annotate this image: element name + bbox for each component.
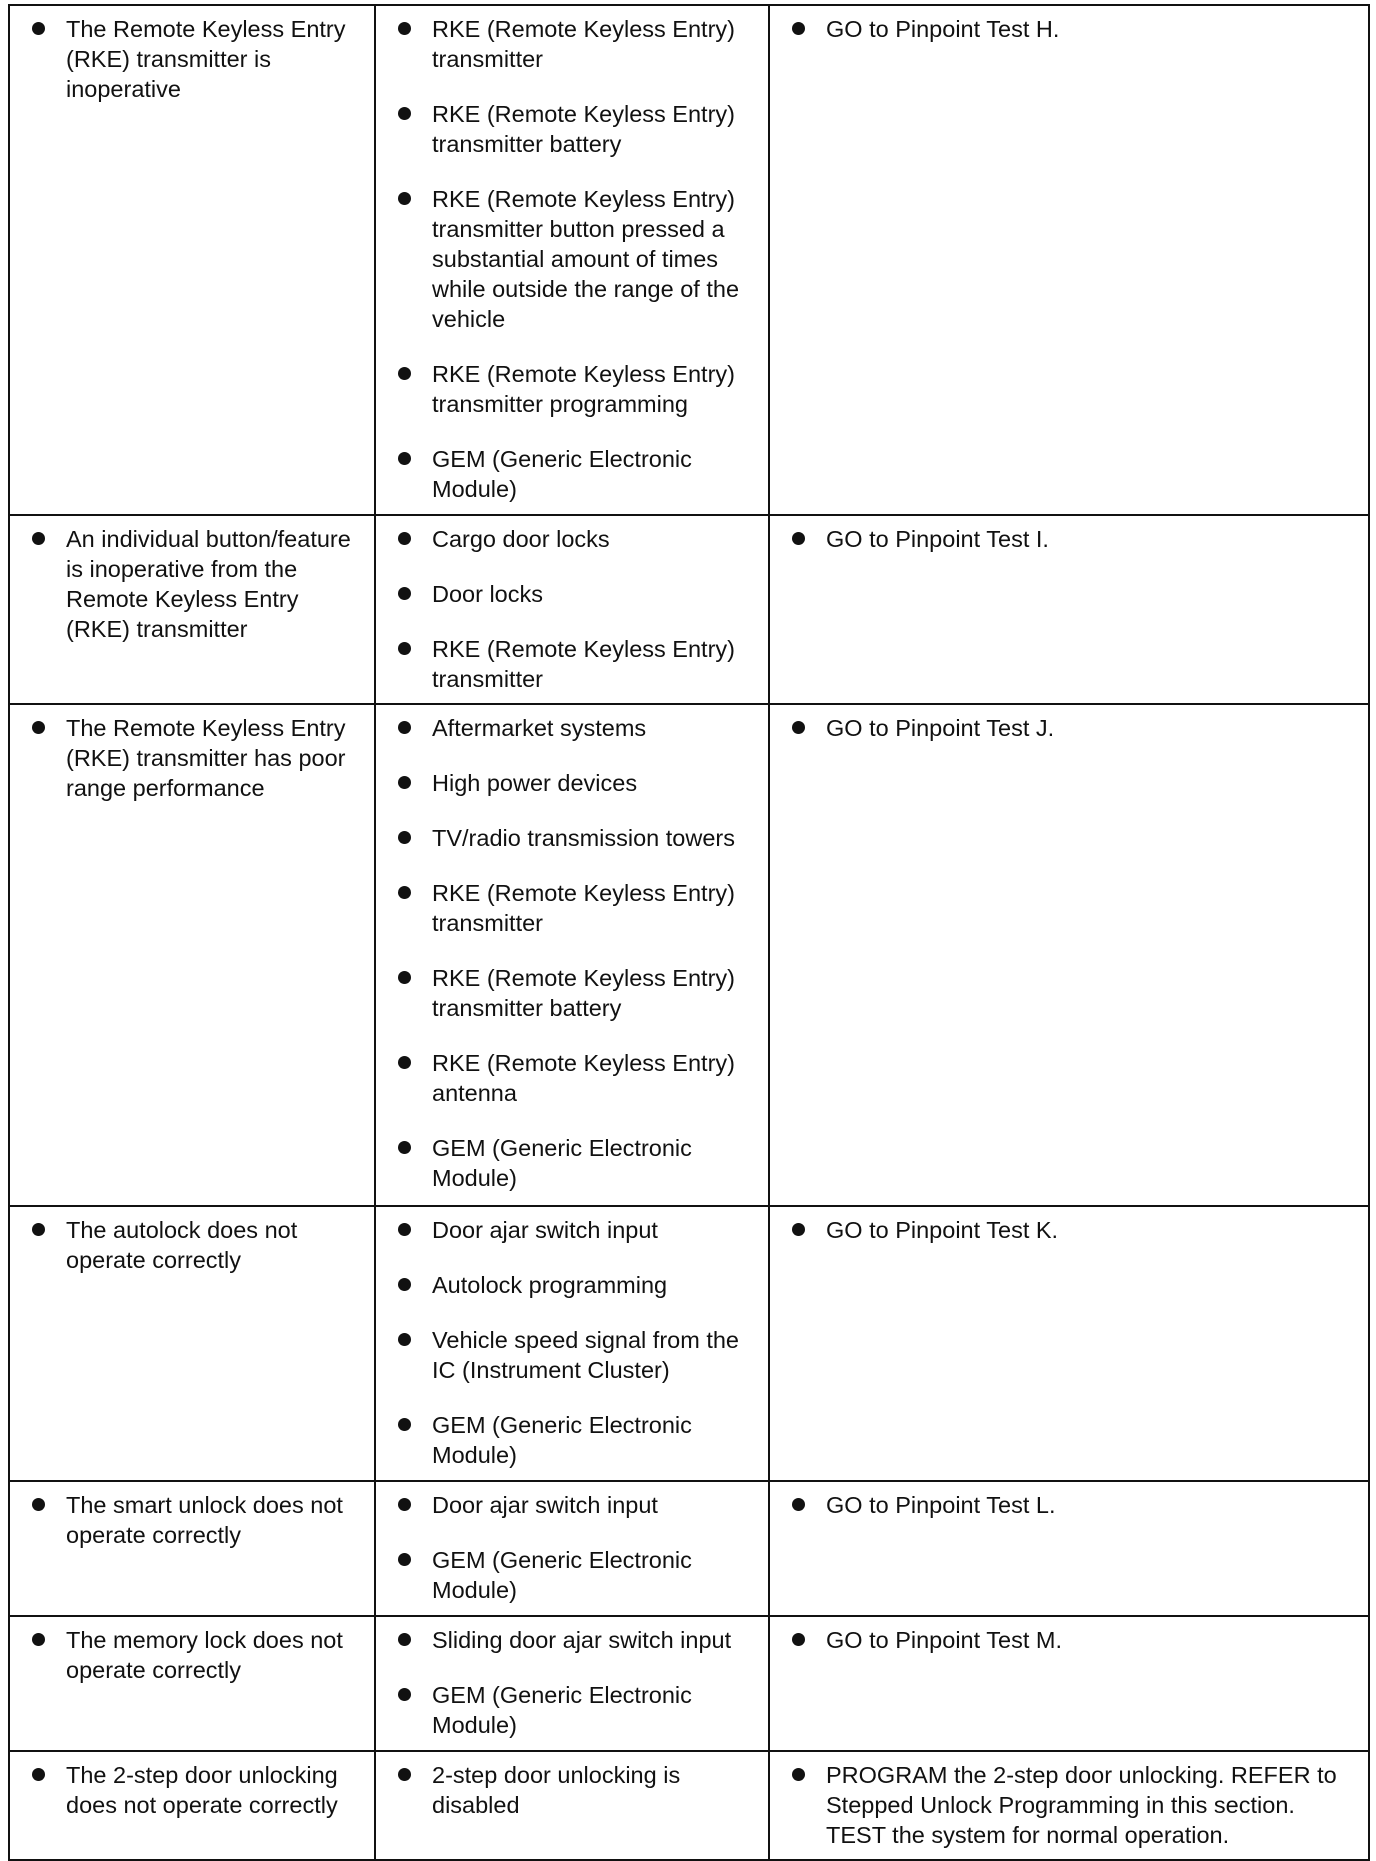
action-cell-list	[778, 1625, 1360, 1655]
bullet-icon	[398, 971, 411, 984]
bullet-icon	[398, 1141, 411, 1154]
action-cell-list	[778, 713, 1360, 743]
table-row	[9, 1616, 1369, 1751]
list-item-text: Autolock programming	[432, 1272, 668, 1298]
possible-source-cell	[375, 1206, 769, 1481]
condition-cell-list	[18, 713, 366, 803]
list-item-text: The 2-step door unlocking does not operate correctly	[66, 1762, 338, 1818]
list-item-text: Door ajar switch input	[432, 1492, 658, 1518]
list-item-text: GEM (Generic Electronic Module)	[432, 1682, 692, 1738]
possible-source-cell-list	[384, 1760, 760, 1820]
list-item	[18, 14, 366, 104]
list-item-text: RKE (Remote Keyless Entry) transmitter programming	[432, 361, 735, 417]
list-item-text: GO to Pinpoint Test H.	[826, 16, 1060, 42]
list-item	[18, 713, 366, 803]
action-cell-list	[778, 1490, 1360, 1520]
list-item	[384, 1133, 760, 1193]
list-item-text: GO to Pinpoint Test J.	[826, 715, 1055, 741]
action-cell	[769, 704, 1369, 1206]
possible-source-cell-list	[384, 1215, 760, 1470]
list-item-text: The Remote Keyless Entry (RKE) transmitter has poor range performance	[66, 715, 346, 801]
list-item-text: Aftermarket systems	[432, 715, 647, 741]
possible-source-cell	[375, 5, 769, 515]
list-item-text: GEM (Generic Electronic Module)	[432, 1412, 692, 1468]
bullet-icon	[32, 532, 45, 545]
bullet-icon	[398, 452, 411, 465]
bullet-icon	[792, 22, 805, 35]
bullet-icon	[398, 1633, 411, 1646]
table-row	[9, 1206, 1369, 1481]
list-item	[384, 1625, 760, 1655]
list-item-text: GO to Pinpoint Test K.	[826, 1217, 1059, 1243]
bullet-icon	[32, 721, 45, 734]
bullet-icon	[398, 886, 411, 899]
table-row	[9, 1751, 1369, 1860]
list-item-text: High power devices	[432, 770, 638, 796]
list-item-text: RKE (Remote Keyless Entry) transmitter	[432, 16, 735, 72]
list-item-text: Sliding door ajar switch input	[432, 1627, 732, 1653]
list-item	[778, 1625, 1360, 1655]
list-item-text: The autolock does not operate correctly	[66, 1217, 298, 1273]
list-item-text: GEM (Generic Electronic Module)	[432, 1547, 692, 1603]
list-item	[384, 713, 760, 743]
bullet-icon	[398, 532, 411, 545]
action-cell	[769, 1206, 1369, 1481]
condition-cell-list	[18, 1625, 366, 1685]
bullet-icon	[398, 642, 411, 655]
list-item-text: RKE (Remote Keyless Entry) transmitter	[432, 880, 735, 936]
condition-cell-list	[18, 1215, 366, 1275]
bullet-icon	[398, 721, 411, 734]
condition-cell	[9, 515, 375, 704]
list-item	[384, 1680, 760, 1740]
condition-cell-list	[18, 1760, 366, 1820]
bullet-icon	[792, 721, 805, 734]
list-item	[778, 1215, 1360, 1245]
list-item-text: GEM (Generic Electronic Module)	[432, 1135, 692, 1191]
bullet-icon	[398, 1768, 411, 1781]
list-item-text: 2-step door unlocking is disabled	[432, 1762, 681, 1818]
list-item	[384, 823, 760, 853]
action-cell	[769, 1616, 1369, 1751]
list-item-text: GO to Pinpoint Test M.	[826, 1627, 1062, 1653]
bullet-icon	[398, 1333, 411, 1346]
bullet-icon	[398, 192, 411, 205]
condition-cell	[9, 1751, 375, 1860]
action-cell-list	[778, 524, 1360, 554]
list-item-text: The smart unlock does not operate correctly	[66, 1492, 343, 1548]
list-item-text: Cargo door locks	[432, 526, 610, 552]
list-item	[778, 1760, 1360, 1850]
list-item	[384, 1760, 760, 1820]
bullet-icon	[792, 532, 805, 545]
list-item	[18, 1760, 366, 1820]
possible-source-cell	[375, 704, 769, 1206]
possible-source-cell	[375, 1751, 769, 1860]
list-item	[18, 524, 366, 644]
table-row	[9, 515, 1369, 704]
condition-cell	[9, 1481, 375, 1616]
action-cell-list	[778, 14, 1360, 44]
list-item	[384, 1048, 760, 1108]
list-item	[778, 1490, 1360, 1520]
list-item-text: Door locks	[432, 581, 544, 607]
list-item	[778, 524, 1360, 554]
list-item-text: The Remote Keyless Entry (RKE) transmitter is inoperative	[66, 16, 346, 102]
list-item	[384, 1270, 760, 1300]
list-item	[384, 444, 760, 504]
list-item-text: GO to Pinpoint Test L.	[826, 1492, 1056, 1518]
bullet-icon	[398, 1278, 411, 1291]
list-item-text: RKE (Remote Keyless Entry) antenna	[432, 1050, 735, 1106]
bullet-icon	[398, 1688, 411, 1701]
list-item	[18, 1625, 366, 1685]
list-item-text: RKE (Remote Keyless Entry) transmitter button pressed a substantial amount of times while outside the range of the vehicle	[432, 186, 740, 332]
list-item-text: GO to Pinpoint Test I.	[826, 526, 1049, 552]
list-item	[384, 768, 760, 798]
list-item-text: RKE (Remote Keyless Entry) transmitter battery	[432, 965, 735, 1021]
table-row	[9, 1481, 1369, 1616]
possible-source-cell	[375, 1481, 769, 1616]
condition-cell	[9, 1616, 375, 1751]
action-cell-list	[778, 1215, 1360, 1245]
possible-source-cell-list	[384, 1625, 760, 1740]
list-item-text: Vehicle speed signal from the IC (Instrument Cluster)	[432, 1327, 739, 1383]
list-item	[384, 963, 760, 1023]
list-item	[384, 579, 760, 609]
list-item	[384, 1325, 760, 1385]
list-item	[384, 1545, 760, 1605]
bullet-icon	[32, 1498, 45, 1511]
list-item	[384, 1490, 760, 1520]
list-item	[778, 713, 1360, 743]
table-row	[9, 5, 1369, 515]
bullet-icon	[32, 1768, 45, 1781]
bullet-icon	[398, 1498, 411, 1511]
list-item	[384, 99, 760, 159]
action-cell	[769, 1751, 1369, 1860]
action-cell	[769, 515, 1369, 704]
bullet-icon	[792, 1223, 805, 1236]
list-item	[384, 524, 760, 554]
action-cell	[769, 5, 1369, 515]
list-item	[384, 359, 760, 419]
bullet-icon	[32, 1633, 45, 1646]
bullet-icon	[398, 831, 411, 844]
list-item	[384, 1410, 760, 1470]
table-row	[9, 704, 1369, 1206]
bullet-icon	[792, 1633, 805, 1646]
list-item	[384, 14, 760, 74]
bullet-icon	[398, 1056, 411, 1069]
bullet-icon	[398, 587, 411, 600]
possible-source-cell	[375, 515, 769, 704]
condition-cell-list	[18, 14, 366, 104]
list-item	[384, 184, 760, 334]
condition-cell-list	[18, 524, 366, 644]
list-item-text: Door ajar switch input	[432, 1217, 658, 1243]
bullet-icon	[398, 1553, 411, 1566]
condition-cell	[9, 5, 375, 515]
possible-source-cell	[375, 1616, 769, 1751]
condition-cell	[9, 1206, 375, 1481]
list-item-text: RKE (Remote Keyless Entry) transmitter	[432, 636, 735, 692]
possible-source-cell-list	[384, 713, 760, 1193]
possible-source-cell-list	[384, 1490, 760, 1605]
list-item	[18, 1215, 366, 1275]
diagnostic-table-body	[9, 5, 1369, 1860]
list-item-text: RKE (Remote Keyless Entry) transmitter battery	[432, 101, 735, 157]
bullet-icon	[398, 367, 411, 380]
list-item	[384, 634, 760, 694]
bullet-icon	[398, 22, 411, 35]
bullet-icon	[398, 1418, 411, 1431]
diagnostic-table	[8, 4, 1370, 1861]
list-item-text: GEM (Generic Electronic Module)	[432, 446, 692, 502]
list-item-text: PROGRAM the 2-step door unlocking. REFER to Stepped Unlock Programming in this section. TEST the system for normal operation.	[826, 1762, 1337, 1848]
condition-cell	[9, 704, 375, 1206]
action-cell	[769, 1481, 1369, 1616]
list-item	[384, 878, 760, 938]
list-item	[18, 1490, 366, 1550]
bullet-icon	[792, 1498, 805, 1511]
list-item-text: An individual button/feature is inoperative from the Remote Keyless Entry (RKE) transmitter	[66, 526, 351, 642]
bullet-icon	[398, 107, 411, 120]
bullet-icon	[398, 776, 411, 789]
action-cell-list	[778, 1760, 1360, 1850]
possible-source-cell-list	[384, 14, 760, 504]
bullet-icon	[398, 1223, 411, 1236]
list-item	[384, 1215, 760, 1245]
possible-source-cell-list	[384, 524, 760, 694]
list-item	[778, 14, 1360, 44]
list-item-text: TV/radio transmission towers	[432, 825, 735, 851]
list-item-text: The memory lock does not operate correctly	[66, 1627, 343, 1683]
bullet-icon	[32, 22, 45, 35]
condition-cell-list	[18, 1490, 366, 1550]
bullet-icon	[792, 1768, 805, 1781]
bullet-icon	[32, 1223, 45, 1236]
